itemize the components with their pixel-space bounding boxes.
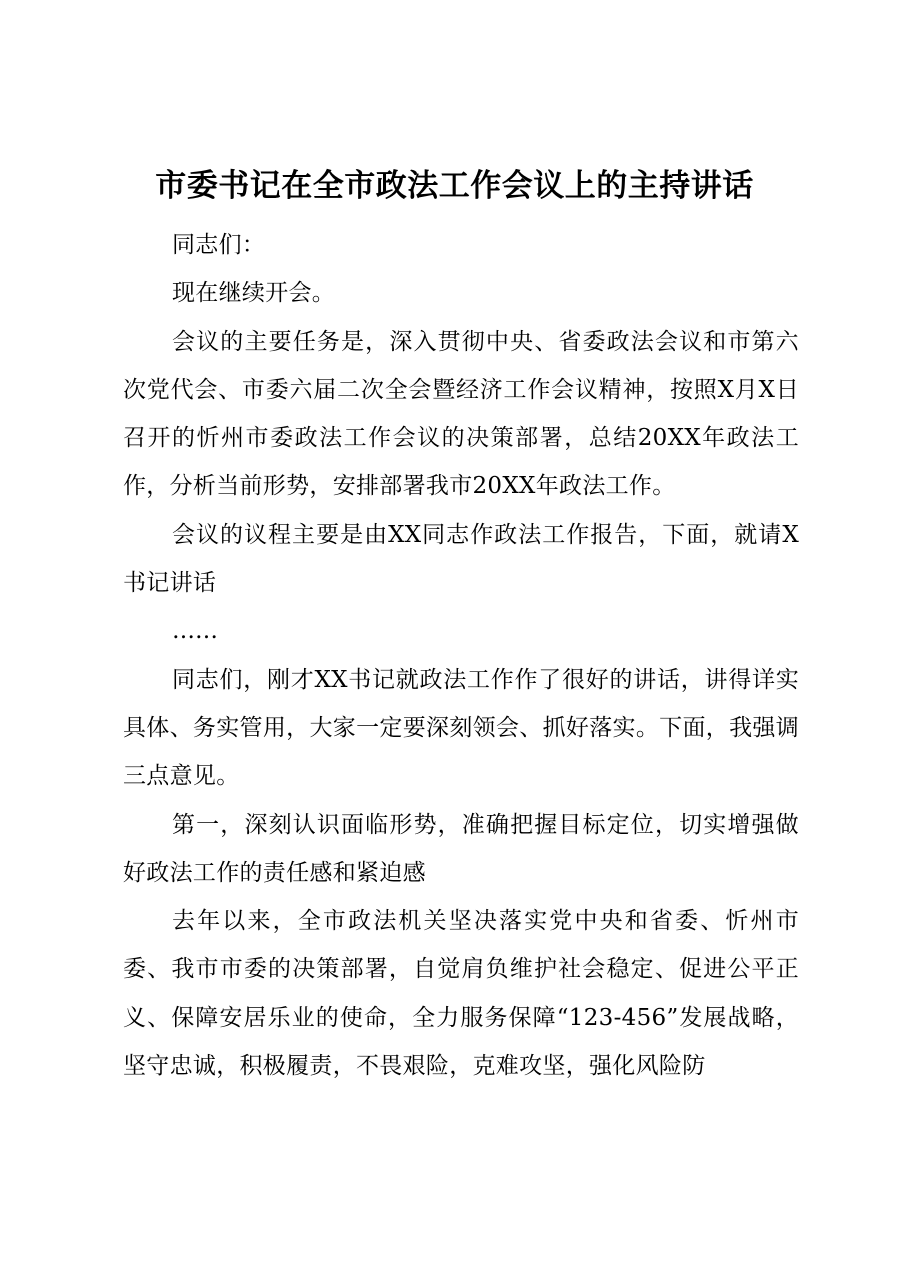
document-body (123, 221, 799, 1090)
paragraph-section-one-heading: 第一，深刻认识面临形势，准确把握目标定位，切实增强做好政法工作的责任感和紧迫感 (123, 811, 799, 886)
salutation: 同志们： (172, 232, 266, 258)
paragraph-remarks-intro: 同志们，刚才XX书记就政法工作作了很好的讲话，讲得详实具体、务实管用，大家一定要深刻领会、抓好落实。下面，我强调三点意见。 (123, 666, 799, 790)
paragraph-ellipsis: …… (172, 618, 218, 645)
paragraph-past-year-review: 去年以来，全市政法机关坚决落实党中央和省委、忻州市委、我市市委的决策部署，自觉肩负维护社会稳定、促进公平正义、保障安居乐业的使命，全力服务保障“123-456”发展战略，坚守忠诚，积极履责，不畏艰险，克难攻坚，强化风险防 (123, 908, 799, 1080)
paragraph-meeting-tasks: 会议的主要任务是，深入贯彻中央、省委政法会议和市第六次党代会、市委六届二次全会暨经济工作会议精神，按照X月X日召开的忻州市委政法工作会议的决策部署，总结20XX年政法工作，分析当前形势，安排部署我市20XX年政法工作。 (123, 328, 799, 500)
document-title: 市委书记在全市政法工作会议上的主持讲话 (155, 168, 754, 204)
paragraph-meeting-agenda: 会议的议程主要是由XX同志作政法工作报告，下面，就请X书记讲话 (123, 521, 799, 597)
paragraph-resume-meeting: 现在继续开会。 (172, 280, 336, 307)
